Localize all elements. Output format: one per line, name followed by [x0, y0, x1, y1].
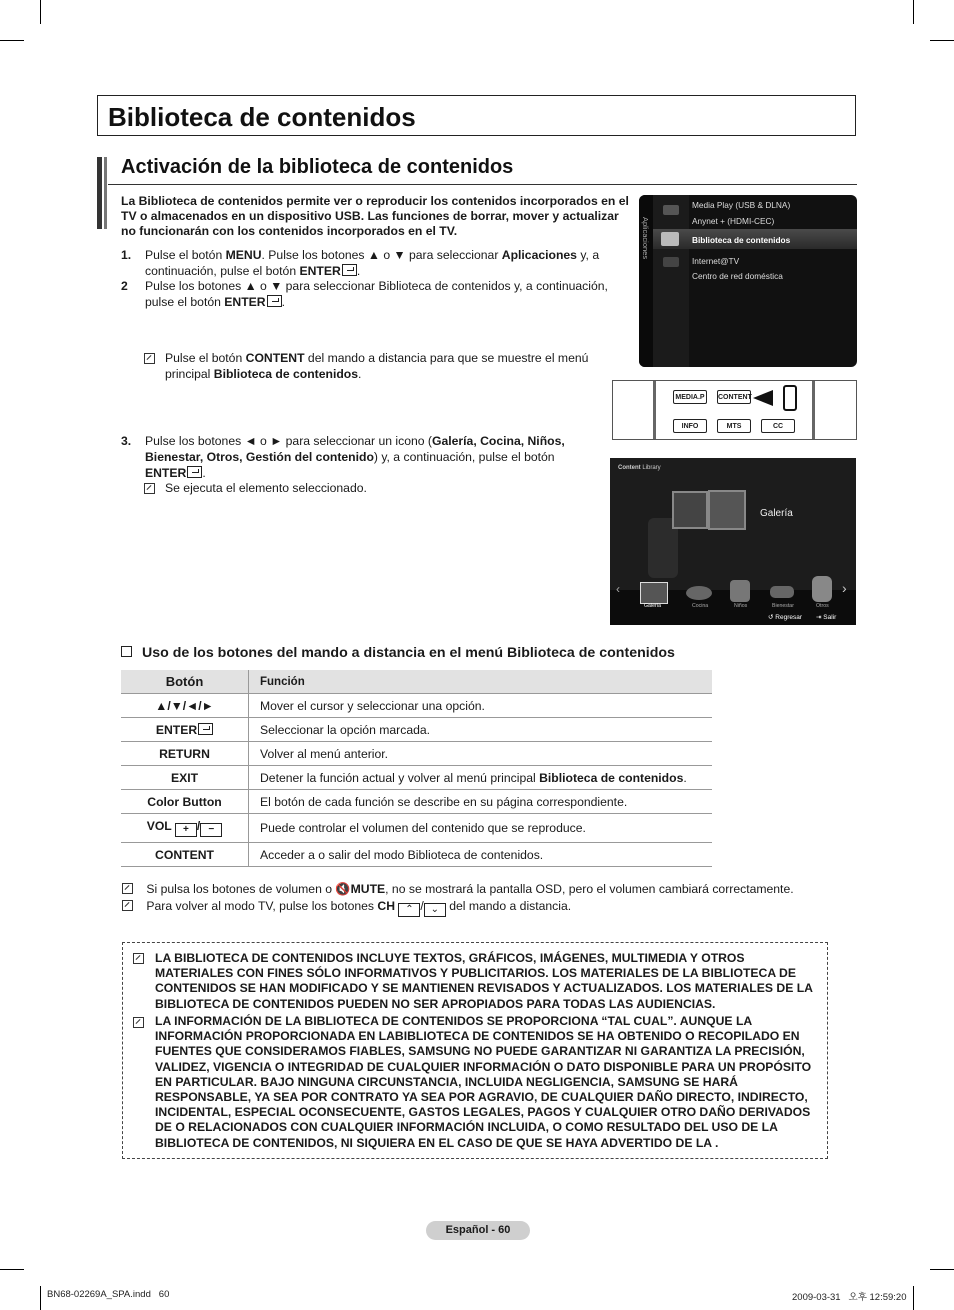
remote-edge — [653, 381, 656, 439]
text: Pulse los botones ▲ o ▼ para seleccionar Biblioteca de contenidos y, a continuación, — [145, 279, 608, 293]
footer-file: BN68-02269A_SPA.indd 60 — [47, 1289, 170, 1300]
text: pulse el botón — [145, 295, 225, 309]
clib-header — [618, 465, 661, 471]
text: Galería, Cocina, Niños, — [432, 434, 565, 448]
crop-mark — [930, 40, 954, 41]
step-number: 1. — [121, 248, 132, 262]
crop-mark — [40, 1286, 41, 1310]
icon-label: Niños — [734, 603, 748, 609]
step-number: 2 — [121, 279, 128, 293]
vol-down-icon: − — [200, 823, 222, 837]
icon-label: Galería — [644, 603, 662, 609]
intro-paragraph: La Biblioteca de contenidos permite ver o reproducir los contenidos incorporados en el TV o almacenados en un dispositivo USB. Las funciones de borrar, mover y actualizar no funcionarán con los contenidos incorporados en el TV. — [121, 194, 629, 238]
menu-side-label: Aplicaciones — [641, 217, 650, 260]
table-cell: Detener la función actual y volver al menú principal Biblioteca de contenidos. — [249, 766, 713, 790]
step-2 — [121, 278, 621, 310]
table-cell: CONTENT — [121, 843, 249, 867]
table-row — [121, 718, 712, 742]
frame-image — [708, 490, 746, 530]
table-row — [121, 814, 712, 843]
mute-icon: 🔇 — [335, 882, 351, 896]
text: y, a — [576, 248, 600, 262]
text: Pulse el botón — [145, 248, 226, 262]
text: Content — [618, 465, 641, 471]
text: Aplicaciones — [501, 248, 577, 262]
right-arrow-icon: › — [842, 580, 847, 596]
text: continuación, pulse el botón — [145, 264, 300, 278]
menu-icon-column — [653, 195, 689, 367]
crop-mark — [0, 1269, 24, 1270]
crop-mark — [0, 40, 24, 41]
section-title: Activación de la biblioteca de contenidos — [121, 156, 514, 178]
table-header — [121, 670, 712, 694]
text: Pulse el botón — [165, 351, 246, 365]
page-title-box — [97, 95, 856, 136]
wellness-icon — [770, 586, 794, 598]
content-button: CONTENT — [717, 390, 751, 404]
crop-mark — [40, 0, 41, 24]
info-button: INFO — [673, 419, 707, 433]
menu-item: Internet@TV — [692, 256, 740, 266]
text: ENTER — [155, 722, 198, 737]
menu-item: Media Play (USB & DLNA) — [692, 200, 791, 210]
checkbox-icon — [121, 646, 132, 657]
table-cell — [121, 718, 249, 742]
table-cell: Mover el cursor y seleccionar una opción. — [249, 694, 713, 718]
note-text: Pulse el botón CONTENT del mando a distancia para que se muestre el menú principal Biblioteca de contenidos. — [165, 351, 589, 381]
remote-image — [612, 380, 857, 440]
table-cell: VOL + / − — [121, 814, 249, 843]
step-text: Pulse los botones ▲ o ▼ para seleccionar Biblioteca de contenidos y, a continuación, pulse el botón ENTER . — [145, 279, 608, 309]
text: CONTENT — [245, 351, 305, 365]
note-icon — [122, 883, 133, 894]
step-text: Pulse el botón MENU. Pulse los botones ▲ o ▼ para seleccionar Aplicaciones y, a continuación, pulse el botón ENTER . — [145, 248, 600, 278]
text: ENTER — [145, 466, 187, 480]
left-arrow-icon: ‹ — [616, 582, 620, 596]
text: ) y, a continuación, pulse el botón — [373, 450, 555, 464]
crop-mark — [913, 0, 914, 24]
vol-up-icon: + — [175, 823, 197, 837]
table-cell: Puede controlar el volumen del contenido que se reproduce. — [249, 814, 713, 843]
text: Para volver al modo TV, pulse los botones — [146, 899, 378, 913]
text: Library — [640, 465, 661, 471]
table-row — [121, 766, 712, 790]
table-cell: ▲/▼/◄/► — [121, 694, 249, 718]
text: VOL — [146, 819, 172, 833]
icon-label: Bienestar — [772, 603, 794, 609]
note-icon — [144, 353, 155, 364]
exit-hint: ⇥ Salir — [816, 614, 837, 621]
header-cell — [121, 670, 249, 694]
note-content-button — [144, 350, 604, 382]
text: ENTER — [224, 295, 266, 309]
section-bar — [104, 157, 107, 229]
step-number: 3. — [121, 434, 132, 448]
menu-icon — [663, 257, 679, 267]
icon-label: Cocina — [692, 603, 709, 609]
text: principal — [165, 367, 214, 381]
text: ENTER — [299, 264, 341, 278]
menu-item: Centro de red doméstica — [692, 271, 783, 281]
enter-icon — [187, 466, 202, 478]
hand-icon — [783, 385, 797, 411]
note-icon — [122, 900, 133, 911]
note-icon — [133, 953, 144, 964]
text: del mando a distancia para que se muestre el menú — [304, 351, 589, 365]
disclaimer-box — [122, 942, 828, 1159]
disclaimer-2: LA INFORMACIÓN DE LA BIBLIOTECA DE CONTENIDOS SE PROPORCIONA “TAL CUAL”. AUNQUE LA INFORMACIÓN PROPORCIONADA EN LABIBLIOTECA DE CONTENIDOS SE HA OBTENIDO O RECOPILADO EN FUENTES QUE CONSIDERAMOS FIABLES, SAMSUNG NO PUEDE GARANTIZAR NI GARANTIZA LA PRECISIÓN, VALIDEZ, VIGENCIA O INTEGRIDAD DE CUALQUIER INFORMACIÓN O DATO DISPONIBLE PARA UN PROPÓSITO EN PARTICULAR. BAJO NINGUNA CIRCUNSTANCIA, INCLUIDA NEGLIGENCIA, SAMSUNG SE HARÁ RESPONSABLE, YA SEA POR CONTRATO YA SEA POR AGRAVIO, DE CUALQUIER DAÑO DIRECTO, INDIRECTO, INCIDENTAL, ESPECIAL OCONSECUENTE, GASTOS LEGALES, PAGOS Y CUALQUIER OTRO DAÑO DERIVADOS DE O RELACIONADOS CON CUALQUIER INFORMACIÓN INCLUIDA, O COMO RESULTADO DEL USO DE LA BIBLIOTECA DE CONTENIDOS, NI SIQUIERA EN EL CASO DE QUE SE HAYA ADVERTIDO DE LA . — [155, 1014, 812, 1150]
menu-icon — [663, 205, 679, 215]
gallery-icon — [640, 582, 668, 604]
remote-edge — [812, 381, 815, 439]
text: MENU — [225, 248, 262, 262]
text: Función — [260, 675, 305, 688]
text: Salir — [823, 614, 837, 621]
enter-icon — [198, 723, 213, 735]
page-title: Biblioteca de contenidos — [108, 102, 416, 132]
page-number-badge: Español - 60 — [426, 1221, 530, 1240]
table-cell: Seleccionar la opción marcada. — [249, 718, 713, 742]
table-cell: Color Button — [121, 790, 249, 814]
text: Pulse los botones ◄ o ► para seleccionar un icono ( — [145, 434, 432, 448]
icon-label: Otros — [816, 603, 829, 609]
selected-label: Galería — [760, 508, 793, 519]
table-cell: EXIT — [121, 766, 249, 790]
enter-icon — [267, 295, 282, 307]
disclaimer-1: LA BIBLIOTECA DE CONTENIDOS INCLUYE TEXTOS, GRÁFICOS, IMÁGENES, MULTIMEDIA Y OTROS MATERIALES CON FINES SÓLO INFORMATIVOS Y PUBLICITARIOS. LOS MATERIALES DE LA BIBLIOTECA DE CONTENIDOS SE HAN MODIFICADO Y SE MANTIENEN REVISADOS Y ACTUALIZADOS. LOS MATERIALES DE LA BIBLIOTECA DE CONTENIDOS PUEDEN NO SER APROPIADOS PARA TODAS LAS AUDIENCIAS. — [155, 951, 813, 1011]
text: Si pulsa los botones de volumen o — [146, 882, 336, 896]
text: CH — [377, 899, 396, 913]
step-1 — [121, 247, 621, 279]
text: Uso de los botones del mando a distancia en el menú Biblioteca de contenidos — [142, 645, 675, 661]
buttons-table — [121, 670, 712, 867]
table-row — [121, 790, 712, 814]
content-library-screenshot — [610, 458, 856, 625]
text: Regresar — [775, 614, 802, 621]
text: Botón — [165, 674, 204, 689]
menu-item-selected: Biblioteca de contenidos — [692, 235, 791, 245]
note-ch: Para volver al modo TV, pulse los botones CH ⌃ / ⌄ del mando a distancia. — [122, 899, 822, 917]
note-text: Se ejecuta el elemento seleccionado. — [165, 481, 367, 495]
step-text: Pulse los botones ◄ o ► para seleccionar un icono (Galería, Cocina, Niños, Bienestar, Otros, Gestión del contenido) y, a continuación, pulse el botón ENTER . — [145, 434, 565, 480]
text: Biblioteca de contenidos — [539, 770, 684, 785]
text: MUTE — [350, 882, 386, 896]
text: Detener la función actual y volver al menú principal — [260, 770, 540, 785]
tv-menu-screenshot — [639, 195, 857, 367]
text: Biblioteca de contenidos — [213, 367, 359, 381]
note-icon — [144, 483, 155, 494]
menu-icon — [661, 232, 679, 246]
table-cell: El botón de cada función se describe en su página correspondiente. — [249, 790, 713, 814]
ch-down-icon: ⌄ — [424, 903, 446, 917]
section-bar — [97, 157, 102, 229]
header-cell — [249, 670, 713, 694]
frame-image — [672, 491, 708, 529]
kitchen-icon — [686, 586, 712, 600]
table-cell: Acceder a o salir del modo Biblioteca de contenidos. — [249, 843, 713, 867]
pointer-arrow-icon — [753, 390, 773, 406]
text: . Pulse los botones ▲ o ▼ para seleccionar — [261, 248, 502, 262]
table-cell: Volver al menú anterior. — [249, 742, 713, 766]
section-divider — [108, 184, 857, 185]
text: , no se mostrará la pantalla OSD, pero el volumen cambiará correctamente. — [385, 882, 794, 896]
step-3 — [121, 433, 591, 481]
media-p-button: MEDIA.P — [673, 390, 707, 404]
note-mute — [122, 882, 822, 896]
table-cell: RETURN — [121, 742, 249, 766]
table-row — [121, 843, 712, 867]
return-hint: ↺ Regresar — [768, 614, 802, 621]
enter-icon — [342, 264, 357, 276]
menu-item: Anynet + (HDMI-CEC) — [692, 216, 775, 226]
table-row — [121, 694, 712, 718]
crop-mark — [913, 1286, 914, 1310]
mts-button: MTS — [717, 419, 751, 433]
text: del mando a distancia. — [445, 899, 572, 913]
ch-up-icon: ⌃ — [398, 903, 420, 917]
cc-button: CC — [761, 419, 795, 433]
table-row — [121, 742, 712, 766]
footer-date: 2009-03-31 오후 12:59:20 — [792, 1292, 907, 1303]
crop-mark — [930, 1269, 954, 1270]
note-icon — [133, 1017, 144, 1028]
others-icon — [812, 576, 832, 602]
kids-icon — [730, 580, 750, 602]
note-executes — [144, 480, 544, 496]
text: Bienestar, Otros, Gestión del contenido — [145, 450, 374, 464]
subsection-title — [121, 645, 675, 661]
